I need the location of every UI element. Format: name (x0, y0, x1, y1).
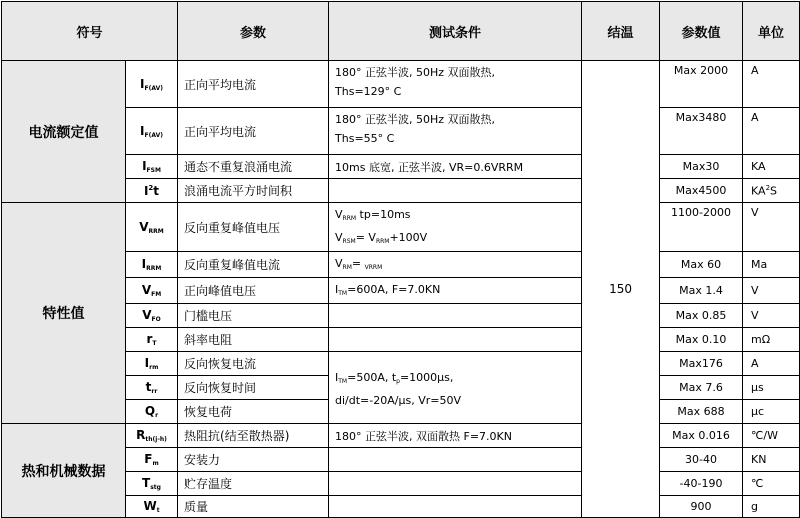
symbol-cell: $T_{stg}$ (126, 472, 178, 496)
param-name: 反向恢复时间 (178, 376, 329, 400)
symbol-cell: $Q_r$ (126, 400, 178, 424)
section-characteristic: 特性值 (2, 203, 126, 424)
condition-cell (329, 496, 582, 518)
unit-cell: Ma (743, 252, 800, 278)
value-cell: Max 1.4 (660, 278, 743, 304)
symbol-cell: $I_{RRM}$ (126, 252, 178, 278)
value-cell: 30-40 (660, 448, 743, 472)
param-name: 贮存温度 (178, 472, 329, 496)
param-name: 通态不重复浪涌电流 (178, 155, 329, 179)
spec-table (1, 1, 800, 518)
symbol-cell: $V_{FM}$ (126, 278, 178, 304)
value-cell: Max 0.10 (660, 328, 743, 352)
symbol-cell: $V_{RRM}$ (126, 203, 178, 252)
symbol-cell: $F_m$ (126, 448, 178, 472)
value-cell: 1100-2000 (660, 203, 743, 252)
param-name: 正向平均电流 (178, 108, 329, 155)
unit-cell: V (743, 278, 800, 304)
param-name: 正向平均电流 (178, 61, 329, 108)
condition-cell: 180° 正弦半波, 双面散热 F=7.0KN (329, 424, 582, 448)
unit-cell: A (743, 61, 800, 108)
condition-cell: 10ms 底宽, 正弦半波, VR=0.6VRRM (329, 155, 582, 179)
value-cell: Max 2000 (660, 61, 743, 108)
table-row (2, 203, 800, 252)
unit-cell: $KA^2S$ (743, 179, 800, 203)
symbol-cell: $r_T$ (126, 328, 178, 352)
condition-cell (329, 448, 582, 472)
symbol-cell: $R_{th(j-h)}$ (126, 424, 178, 448)
condition-cell (329, 304, 582, 328)
param-name: 反向恢复电流 (178, 352, 329, 376)
header-unit: 单位 (743, 2, 800, 61)
value-cell: Max176 (660, 352, 743, 376)
condition-cell: $V_{RRM}$ tp=10ms $V_{RSM}= V_{RRM}+100V$ (329, 203, 582, 252)
table-row (2, 424, 800, 448)
symbol-cell: $W_t$ (126, 496, 178, 518)
header-condition: 测试条件 (329, 2, 582, 61)
symbol-cell: $I_{rm}$ (126, 352, 178, 376)
unit-cell: mΩ (743, 328, 800, 352)
symbol-cell: $I_{F(AV)}$ (126, 108, 178, 155)
param-name: 恢复电荷 (178, 400, 329, 424)
condition-cell: $I_{TM}=600A$, F=7.0KN (329, 278, 582, 304)
symbol-cell: $I_{FSM}$ (126, 155, 178, 179)
unit-cell: g (743, 496, 800, 518)
section-thermal: 热和机械数据 (2, 424, 126, 518)
unit-cell: V (743, 304, 800, 328)
value-cell: Max 7.6 (660, 376, 743, 400)
param-name: 反向重复峰值电流 (178, 252, 329, 278)
value-cell: Max 0.016 (660, 424, 743, 448)
param-name: 安装力 (178, 448, 329, 472)
value-cell: 900 (660, 496, 743, 518)
condition-cell: 180° 正弦半波, 50Hz 双面散热, Ths=129° C (329, 61, 582, 108)
symbol-cell: $I_{F(AV)}$ (126, 61, 178, 108)
param-name: 门槛电压 (178, 304, 329, 328)
param-name: 正向峰值电压 (178, 278, 329, 304)
value-cell: Max 60 (660, 252, 743, 278)
value-cell: Max4500 (660, 179, 743, 203)
table-row (2, 61, 800, 108)
condition-cell: $V_{RM}= _{VRRM}$ (329, 252, 582, 278)
unit-cell: ℃ (743, 472, 800, 496)
condition-cell (329, 328, 582, 352)
symbol-cell: $V_{FO}$ (126, 304, 178, 328)
header-symbol: 符号 (2, 2, 178, 61)
value-cell: Max 0.85 (660, 304, 743, 328)
unit-cell: μc (743, 400, 800, 424)
condition-cell: $I_{TM}=500A$, $t_p=1000\mu s$, di/dt=-20A/μs, Vr=50V (329, 352, 582, 424)
param-name: 热阻抗(结至散热器) (178, 424, 329, 448)
symbol-cell: $t_{rr}$ (126, 376, 178, 400)
unit-cell: A (743, 108, 800, 155)
value-cell: -40-190 (660, 472, 743, 496)
unit-cell: A (743, 352, 800, 376)
param-name: 浪涌电流平方时间积 (178, 179, 329, 203)
condition-cell (329, 472, 582, 496)
value-cell: Max3480 (660, 108, 743, 155)
header-temp: 结温 (582, 2, 660, 61)
junction-temp: 150 (582, 61, 660, 518)
param-name: 斜率电阻 (178, 328, 329, 352)
section-current: 电流额定值 (2, 61, 126, 203)
value-cell: Max 688 (660, 400, 743, 424)
unit-cell: KN (743, 448, 800, 472)
value-cell: Max30 (660, 155, 743, 179)
symbol-cell: $I^2t$ (126, 179, 178, 203)
unit-cell: ℃/W (743, 424, 800, 448)
unit-cell: μs (743, 376, 800, 400)
condition-cell (329, 179, 582, 203)
header-value: 参数值 (660, 2, 743, 61)
param-name: 反向重复峰值电压 (178, 203, 329, 252)
param-name: 质量 (178, 496, 329, 518)
condition-cell: 180° 正弦半波, 50Hz 双面散热, Ths=55° C (329, 108, 582, 155)
header-row (2, 2, 800, 61)
unit-cell: V (743, 203, 800, 252)
header-param: 参数 (178, 2, 329, 61)
unit-cell: KA (743, 155, 800, 179)
